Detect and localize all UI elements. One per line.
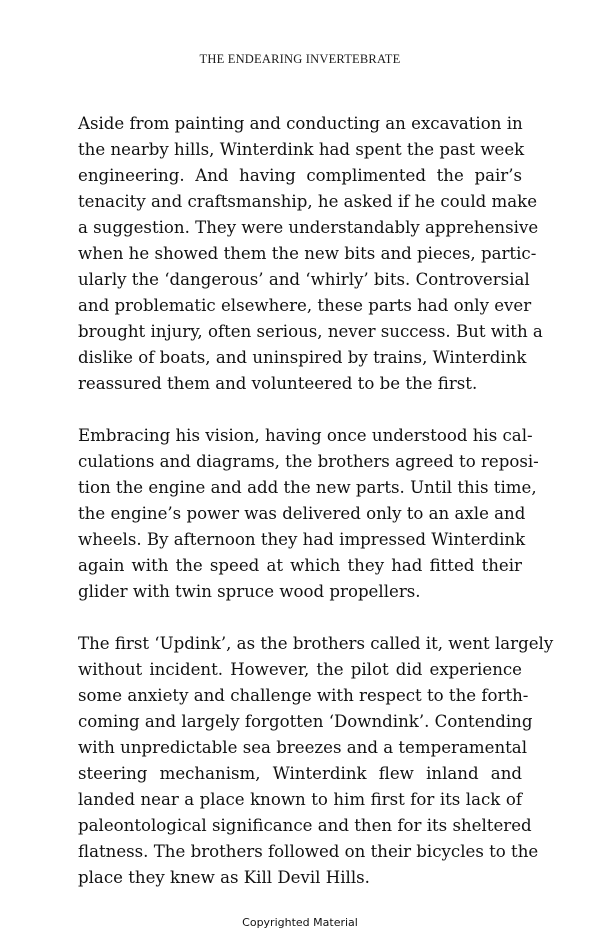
text-line: the engine’s power was delivered only to an axle and bbox=[78, 504, 526, 523]
text-line: wheels. By afternoon they had impressed Winterdink bbox=[78, 530, 526, 549]
text-line: reassured them and volunteered to be the first. bbox=[78, 374, 478, 393]
running-head: THE ENDEARING INVERTEBRATE bbox=[199, 52, 401, 66]
body-text bbox=[78, 111, 554, 917]
text-line: with unpredictable sea breezes and a temperamental bbox=[78, 738, 527, 757]
text-line: some anxiety and challenge with respect to the forth- bbox=[78, 686, 529, 705]
text-line: dislike of boats, and uninspired by trains, Winterdink bbox=[78, 348, 527, 367]
text-line: when he showed them the new bits and pieces, partic- bbox=[78, 244, 537, 263]
text-line: Aside from painting and conducting an excavation in bbox=[78, 114, 523, 133]
text-line: flatness. The brothers followed on their bicycles to the bbox=[78, 842, 539, 861]
text-line: a suggestion. They were understandably apprehensive bbox=[78, 218, 539, 237]
text-line: the nearby hills, Winterdink had spent the past week bbox=[78, 140, 525, 159]
text-line: ularly the ‘dangerous’ and ‘whirly’ bits. Controversial bbox=[78, 270, 530, 289]
text-line: tenacity and craftsmanship, he asked if he could make bbox=[78, 192, 538, 211]
text-line: steering mechanism, Winterdink flew inland and bbox=[78, 764, 522, 783]
text-line: without incident. However, the pilot did experience bbox=[78, 660, 522, 679]
text-line: place they knew as Kill Devil Hills. bbox=[78, 868, 370, 887]
text-line: again with the speed at which they had fitted their bbox=[78, 556, 522, 575]
text-line: engineering. And having complimented the pair’s bbox=[78, 166, 522, 185]
text-line: and problematic elsewhere, these parts had only ever bbox=[78, 296, 532, 315]
copyright-footer: Copyrighted Material bbox=[242, 916, 358, 929]
paragraph-1 bbox=[78, 111, 543, 397]
text-line: tion the engine and add the new parts. Until this time, bbox=[78, 478, 537, 497]
text-line: brought injury, often serious, never success. But with a bbox=[78, 322, 543, 341]
text-line: Embracing his vision, having once understood his cal- bbox=[78, 426, 533, 445]
paragraph-2 bbox=[78, 423, 539, 605]
text-line: culations and diagrams, the brothers agreed to reposi- bbox=[78, 452, 539, 471]
text-line: paleontological significance and then for its sheltered bbox=[78, 816, 532, 835]
text-line: glider with twin spruce wood propellers. bbox=[78, 582, 421, 601]
text-line: The first ‘Updink’, as the brothers called it, went largely bbox=[78, 634, 554, 653]
paragraph-3 bbox=[78, 631, 554, 891]
text-line: coming and largely forgotten ‘Downdink’. Contending bbox=[78, 712, 533, 731]
text-line: landed near a place known to him first for its lack of bbox=[78, 790, 522, 809]
